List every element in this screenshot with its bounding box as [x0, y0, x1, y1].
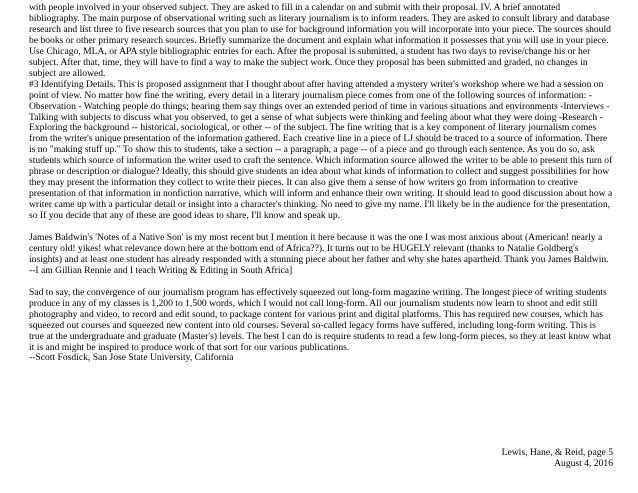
attribution-rennie: --I am Gillian Rennie and I teach Writing & Editing in South Africa] [29, 264, 293, 276]
footer-date: August 4, 2016 [554, 458, 613, 469]
paragraph-baldwin: James Baldwin's 'Notes of a Native Son' is my most recent but I mention it here because it was the one I was most anxious about (American! nearly a century old! yikes! what relevance down here at the bottom end of Africa??). It turns out to be HUGELY relevant (thanks to Natalie Goldberg's insights) and at least one student has already responded with a stunning piece about her father and why she hates apartheid. Thank you James Baldwin. [29, 232, 609, 265]
paragraph-convergence: Sad to say, the convergence of our journalism program has effectively squeezed out long-form magazine writing. The longest piece of writing students produce in any of my classes is 1,200 to 1,500 words, which I would not call long-form. All our journalism students now learn to shoot and edit still photography and video, to record and edit sound, to package content for various print and digital platforms. This has required new courses, which has squeezed out courses and squeezed new content into old courses. Several so-called legacy forms have suffered, including long-form writing. This is true at the undergraduate and graduate (Master's) levels. The best I can do is require students to read a few long-form pieces, so they at least know what it is and might be inspired to produce work of that sort for our various publications. [29, 286, 611, 353]
document-body [29, 3, 613, 364]
attribution-fosdick: --Scott Fosdick, San Jose State University, California [29, 352, 234, 364]
paragraph-identifying-details: #3 Identifying Details. This is proposed assignment that I thought about after having attended a mystery writer's workshop where we had a session on point of view. No matter how fine the writing, every detail in a literary journalism piece comes from one of the following sources of information: -Observation - Watching people do things; hearing them say things over an extended period of time in various situations and environments -Interviews - Talking with subjects to discuss what you observed, to get a sense of what subjects were thinking and feeling about what they were doing -Research - Exploring the background -- historical, sociological, or other -- of the subject. The fine writing that is a key component of literary journalism comes from the writer's unique presentation of the information gathered. Each creative line in a piece of LJ should be traced to a source of information. There is no "making stuff up." To show this to students, take a section -- a paragraph, a page -- of a piece and go through each sentence. As you do so, ask students which source of information the writer used to craft the sentence. Which information source allowed the writer to be able to present this turn of phrase or description or dialogue? Ideally, this should give students an idea about what kinds of information to collect and suggest possibilities for how they may present the information they collect to write their pieces. It can also give them a sense of how writers go from information to creative presentation of that information in nonfiction narrative, which will inform and enhance their own writing. It should lead to good discussion about how a writer came up with a particular detail or insight into a character's thinking. No need to give my name. I'll likely be in the audience for the presentation, so If you decide that any of these are good ideas to share, I'll know and speak up. [29, 78, 613, 222]
footer-page-reference: Lewis, Hane, & Reid, page 5 [501, 447, 613, 458]
paragraph-proposal-continuation: with people involved in your observed subject. They are asked to fill in a calendar on and submit with their proposal. IV. A brief annotated bibliography. The main purpose of observational writing such as literary journalism is to inform readers. They are asked to consult library and database research and list three to five research sources that you plan to use for background information you will incorporate into your piece. The sources should be books or other primary research sources. Briefly summarize the document and explain what information it possesses that you will use in your piece. Use Chicago, MLA, or APA style bibliographic entries for each. After the proposal is submitted, a student has two days to revise/change his or her subject. After that, time, they will have to find a way to make the subject work. Once they proposal has been submitted and graded, no changes in subject are allowed. [29, 2, 611, 79]
page-footer [502, 447, 613, 469]
